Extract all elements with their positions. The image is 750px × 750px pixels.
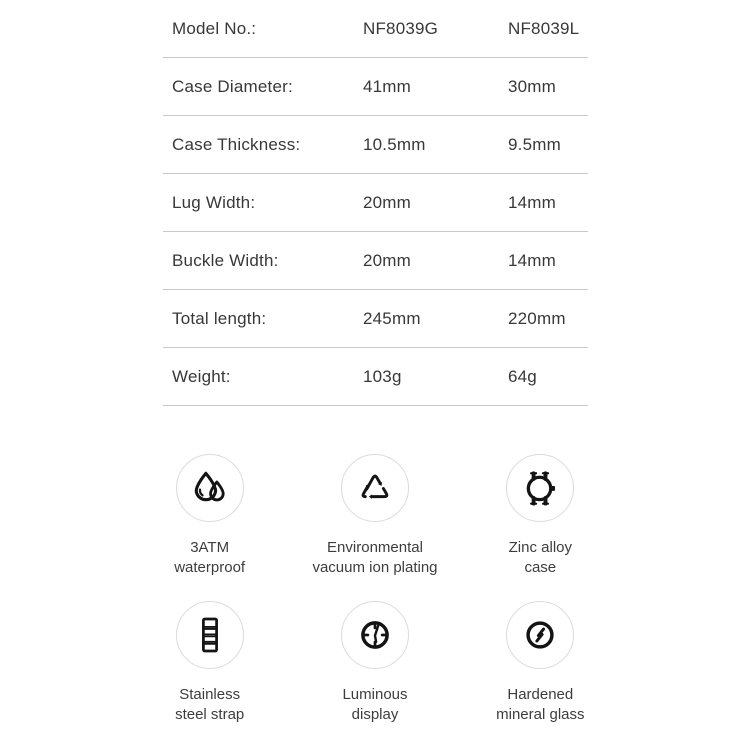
row-value-col2: NF8039L [508, 18, 580, 38]
table-row [163, 232, 588, 290]
row-value-col1: 20mm [363, 250, 412, 270]
table-row [163, 0, 588, 58]
table-row [163, 116, 588, 174]
feature-label: 3ATM waterproof [174, 539, 246, 576]
row-value-col1: 41mm [363, 76, 412, 96]
row-label: Buckle Width: [172, 250, 279, 270]
spec-table [163, 0, 588, 406]
strap-links-icon [176, 601, 244, 669]
feature-label: Stainless steel strap [175, 686, 245, 723]
row-value-col2: 64g [508, 366, 537, 386]
row-label: Model No.: [172, 18, 257, 38]
table-row [163, 174, 588, 232]
glass-glare-icon [506, 601, 574, 669]
table-row [163, 290, 588, 348]
row-value-col1: NF8039G [363, 18, 439, 38]
feature-grid [127, 454, 623, 724]
table-row [163, 58, 588, 116]
row-value-col1: 20mm [363, 192, 412, 212]
feature-luminous [292, 601, 457, 724]
feature-glass [458, 601, 623, 724]
feature-label: Environmental vacuum ion plating [312, 539, 438, 576]
row-value-col1: 103g [363, 366, 402, 386]
row-value-col2: 14mm [508, 192, 557, 212]
row-label: Weight: [172, 366, 231, 386]
row-label: Case Thickness: [172, 134, 301, 154]
recycle-icon [341, 454, 409, 522]
feature-strap [127, 601, 292, 724]
row-label: Case Diameter: [172, 76, 293, 96]
feature-label: Zinc alloy case [508, 539, 572, 576]
table-row [163, 348, 588, 406]
row-value-col2: 220mm [508, 308, 566, 328]
row-value-col2: 14mm [508, 250, 557, 270]
row-value-col2: 30mm [508, 76, 557, 96]
row-value-col1: 245mm [363, 308, 421, 328]
watch-case-icon [506, 454, 574, 522]
row-label: Lug Width: [172, 192, 256, 212]
row-value-col1: 10.5mm [363, 134, 426, 154]
feature-label: Luminous display [342, 686, 408, 723]
waterproof-drops-icon [176, 454, 244, 522]
row-value-col2: 9.5mm [508, 134, 561, 154]
row-label: Total length: [172, 308, 267, 328]
feature-plating [292, 454, 457, 577]
feature-waterproof [127, 454, 292, 577]
clock-icon [341, 601, 409, 669]
feature-case [458, 454, 623, 577]
feature-label: Hardened mineral glass [496, 686, 585, 723]
